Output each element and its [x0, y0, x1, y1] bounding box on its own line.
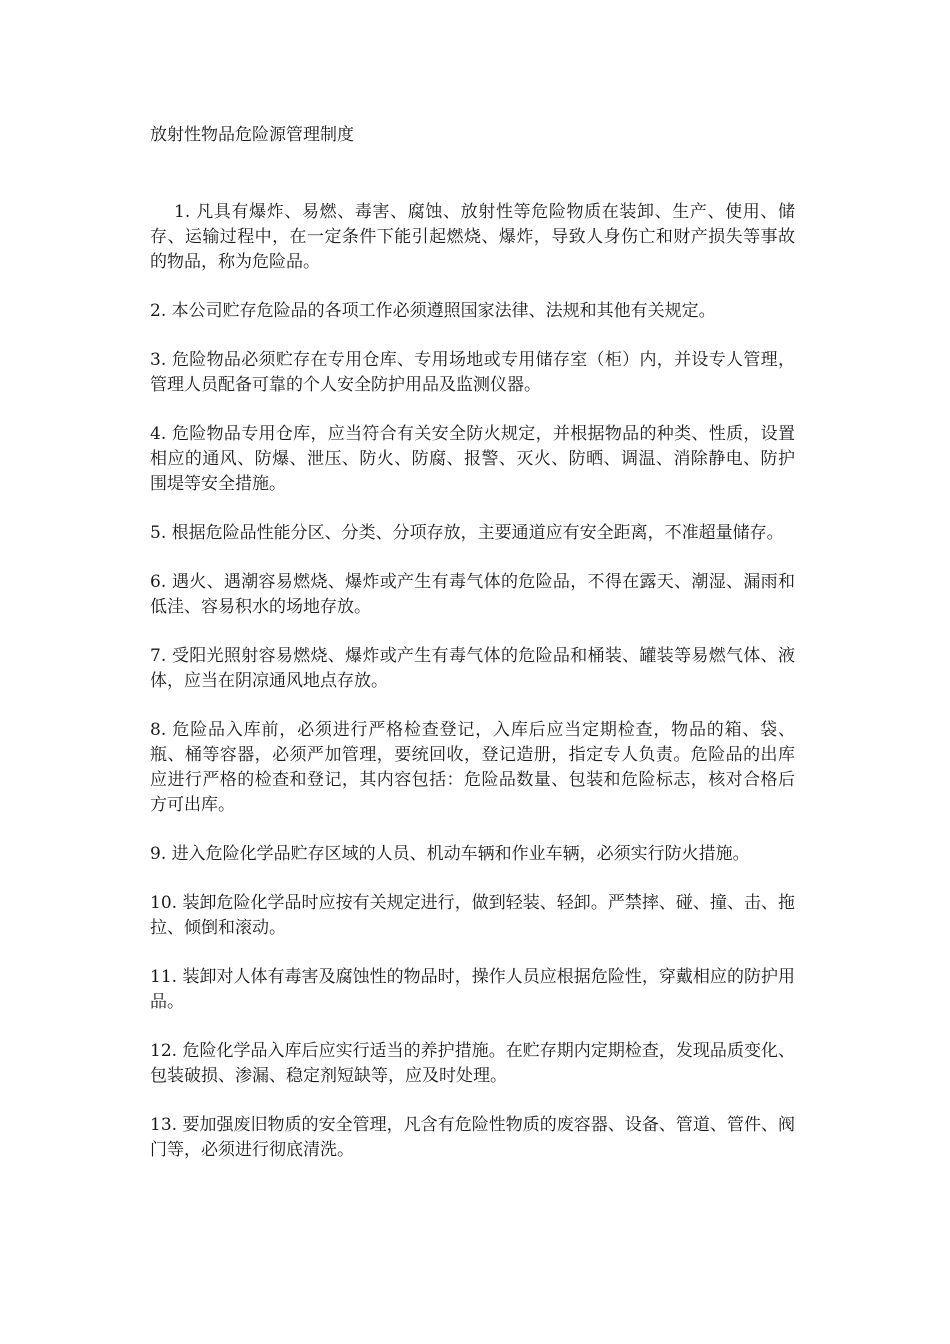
document-page — [150, 122, 795, 1187]
rule-paragraph-3: 3. 危险物品必须贮存在专用仓库、专用场地或专用储存室（柜）内，并设专人管理，管理人员配备可靠的个人安全防护用品及监测仪器。 — [150, 350, 795, 395]
rule-paragraph-13: 13. 要加强废旧物质的安全管理，凡含有危险性物质的废容器、设备、管道、管件、阀门等，必须进行彻底清洗。 — [150, 1115, 795, 1160]
rule-paragraph-4: 4. 危险物品专用仓库，应当符合有关安全防火规定，并根据物品的种类、性质，设置相应的通风、防爆、泄压、防火、防腐、报警、灭火、防晒、调温、消除静电、防护围堤等安全措施。 — [150, 424, 795, 494]
rule-paragraph-1: 1. 凡具有爆炸、易燃、毒害、腐蚀、放射性等危险物质在装卸、生产、使用、储存、运输过程中，在一定条件下能引起燃烧、爆炸，导致人身伤亡和财产损失等事故的物品，称为危险品。 — [150, 202, 795, 272]
rule-paragraph-9: 9. 进入危险化学品贮存区域的人员、机动车辆和作业车辆，必须实行防火措施。 — [150, 844, 750, 864]
rule-paragraph-10: 10. 装卸危险化学品时应按有关规定进行，做到轻装、轻卸。严禁摔、碰、撞、击、拖拉、倾倒和滚动。 — [150, 893, 795, 938]
rule-paragraph-2: 2. 本公司贮存危险品的各项工作必须遵照国家法律、法规和其他有关规定。 — [150, 301, 716, 321]
rule-paragraph-8: 8. 危险品入库前，必须进行严格检查登记，入库后应当定期检查，物品的箱、袋、瓶、桶等容器，必须严加管理，要统回收，登记造册，指定专人负责。危险品的出库应进行严格的检查和登记，其内容包括：危险品数量、包装和危险标志，核对合格后方可出库。 — [150, 720, 795, 815]
rule-paragraph-12: 12. 危险化学品入库后应实行适当的养护措施。在贮存期内定期检查，发现品质变化、包装破损、渗漏、稳定剂短缺等，应及时处理。 — [150, 1041, 795, 1086]
rule-paragraph-7: 7. 受阳光照射容易燃烧、爆炸或产生有毒气体的危险品和桶装、罐装等易燃气体、液体，应当在阴凉通风地点存放。 — [150, 646, 795, 691]
document-title: 放射性物品危险源管理制度 — [150, 125, 354, 145]
rule-paragraph-6: 6. 遇火、遇潮容易燃烧、爆炸或产生有毒气体的危险品，不得在露天、潮湿、漏雨和低洼、容易积水的场地存放。 — [150, 572, 795, 617]
rule-paragraph-11: 11. 装卸对人体有毒害及腐蚀性的物品时，操作人员应根据危险性，穿戴相应的防护用品。 — [150, 967, 795, 1012]
rule-paragraph-5: 5. 根据危险品性能分区、分类、分项存放，主要通道应有安全距离，不准超量储存。 — [150, 523, 784, 543]
